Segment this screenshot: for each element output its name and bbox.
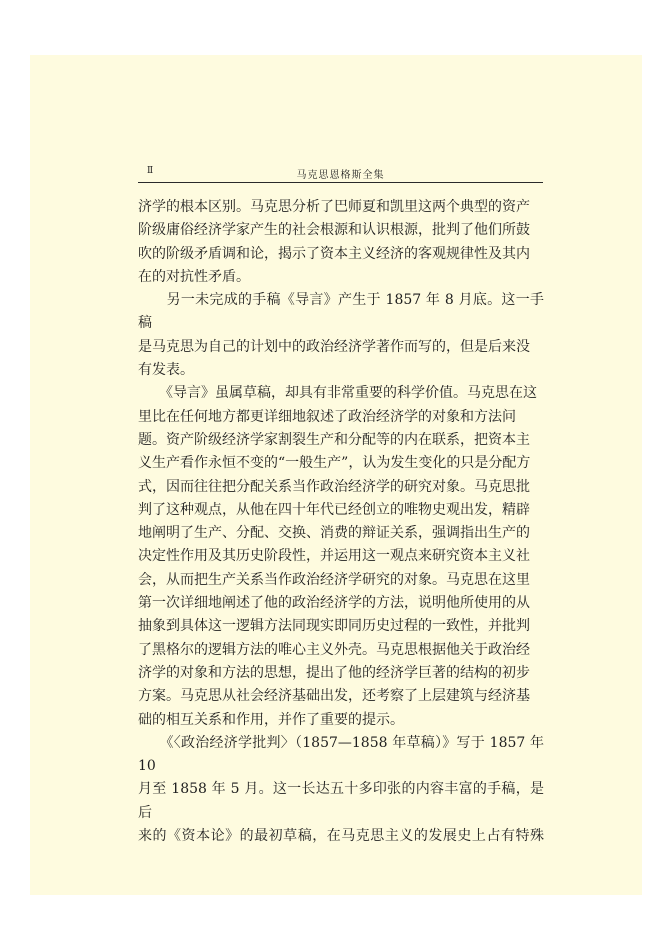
page-number: Ⅱ xyxy=(147,166,154,176)
paragraph: 济学的根本区别。马克思分析了巴师夏和凯里这两个典型的资产 阶级庸俗经济学家产生的社会根源和认识根源，批判了他们所鼓 吹的阶级矛盾调和论，揭示了资本主义经济的客观规律性及其内 在的对抗性矛盾。 xyxy=(138,199,530,285)
paragraph: 《〈政治经济学批判〉（1857—1858 年草稿）》写于 1857 年 10 月至 1858 年 5 月。这一长达五十多印张的内容丰富的手稿，是后 来的《资本论》的最初草稿，在马克思主义的发展史上占有特殊 xyxy=(138,734,544,845)
body-text xyxy=(138,196,544,848)
paragraph: 另一未完成的手稿《导言》产生于 1857 年 8 月底。这一手稿 是马克思为自己的计划中的政治经济学著作而写的，但是后来没 有发表。 xyxy=(138,292,544,379)
running-title: 马克思恩格斯全集 xyxy=(296,170,385,181)
paragraph: 《导言》虽属草稿，却具有非常重要的科学价值。马克思在这 里比在任何地方都更详细地叙述了政治经济学的对象和方法问 题。资产阶级经济学家割裂生产和分配等的内在联系，把资本主 义生产看作永恒不变的“一般生产”，认为发生变化的只是分配方 式，因而往往把分配关系当作政治经济学的研究对象。马克思批 判了这种观点，从他在四十年代已经创立的唯物史观出发，精辟 地阐明了生产、分配、交换、消费的辩证关系，强调指出生产的 决定性作用及其历史阶段性，并运用这一观点来研究资本主义社 会，从而把生产关系当作政治经济学研究的对象。马克思在这里 第一次详细地阐述了他的政治经济学的方法，说明他所使用的从 抽象到具体这一逻辑方法同现实即同历史过程的一致性，并批判 了黑格尔的逻辑方法的唯心主义外壳。马克思根据他关于政治经 济学的对象和方法的思想，提出了他的经济学巨著的结构的初步 方案。马克思从社会经济基础出发，还考察了上层建筑与经济基 础的相互关系和作用，并作了重要的提示。 xyxy=(138,385,537,728)
running-header xyxy=(138,165,543,183)
